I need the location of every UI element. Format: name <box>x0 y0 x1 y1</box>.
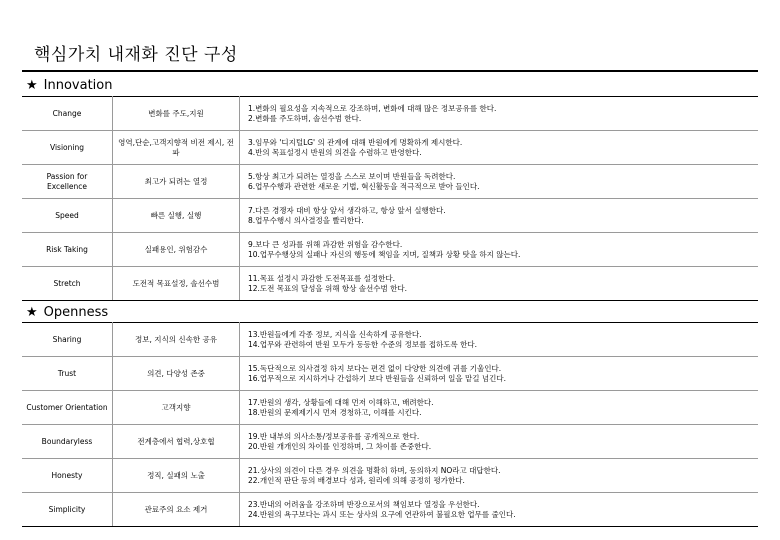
star-icon: ★ <box>26 305 38 320</box>
description-line: 9.보다 큰 성과를 위해 과감한 위험을 감수한다. <box>248 239 403 249</box>
behavior-cell: 정직, 실패의 노출 <box>113 459 240 493</box>
description-cell <box>240 459 759 493</box>
behavior-cell: 고객지향 <box>113 391 240 425</box>
title-divider <box>22 70 758 72</box>
section-heading-label: Openness <box>43 305 109 320</box>
description-line: 8.업무수행시 의사결정을 빨리한다. <box>248 215 364 225</box>
behavior-cell: 전계층에서 협력,상호협 <box>113 425 240 459</box>
description-cell <box>240 493 759 527</box>
openness-table <box>22 322 758 527</box>
table-row <box>22 323 758 357</box>
description-cell <box>240 391 759 425</box>
description-line: 22.개인적 판단 등의 배경보다 성과, 원리에 의해 공정히 평가한다. <box>248 475 465 485</box>
description-line: 3.임무와 '디지털LG' 의 관계에 대해 반원에게 명확하게 제시한다. <box>248 137 463 147</box>
table-row <box>22 131 758 165</box>
description-cell <box>240 199 759 233</box>
description-line: 21.상사의 의견이 다른 경우 의견을 명확히 하며, 동의하지 NO라고 대답한다. <box>248 465 501 475</box>
description-line: 20.반원 개개인의 차이를 인정하며, 그 차이를 존중한다. <box>248 441 432 451</box>
value-name-cell: Simplicity <box>22 493 113 527</box>
section-heading-openness <box>26 305 108 320</box>
table-row <box>22 391 758 425</box>
table-row <box>22 165 758 199</box>
table-row <box>22 493 758 527</box>
behavior-cell: 영역,단순,고객지향적 비전 제시, 전파 <box>113 131 240 165</box>
value-name-cell: Sharing <box>22 323 113 357</box>
innovation-table <box>22 96 758 301</box>
description-line: 19.반 내부의 의사소통/정보공유를 공개적으로 한다. <box>248 431 420 441</box>
behavior-cell: 최고가 되려는 열정 <box>113 165 240 199</box>
value-name-cell: Stretch <box>22 267 113 301</box>
description-line: 15.독단적으로 의사결정 하지 보다는 편견 없이 다양한 의견에 귀를 기울인다. <box>248 363 502 373</box>
value-name-cell: Honesty <box>22 459 113 493</box>
description-cell <box>240 233 759 267</box>
description-line: 2.변화를 주도하며, 솔선수범 한다. <box>248 113 362 123</box>
description-line: 10.업무수행상의 실패나 자신의 행동에 책임을 지며, 질책과 상황 탓을 하지 않는다. <box>248 249 521 259</box>
behavior-cell: 도전적 목표설정, 솔선수범 <box>113 267 240 301</box>
description-line: 4.반의 목표설정시 반원의 의견을 수렴하고 반영한다. <box>248 147 422 157</box>
description-line: 24.반원의 욕구보다는 과시 또는 상사의 요구에 연관하여 불필요한 업무를 줄인다. <box>248 509 516 519</box>
description-line: 14.업무와 관련하여 반원 모두가 동등한 수준의 정보를 접하도록 한다. <box>248 339 477 349</box>
description-line: 7.다른 경쟁자 대비 항상 앞서 생각하고, 항상 앞서 실행한다. <box>248 205 446 215</box>
value-name-cell: Visioning <box>22 131 113 165</box>
value-name-cell: Trust <box>22 357 113 391</box>
description-line: 1.변화의 필요성을 지속적으로 강조하며, 변화에 대해 많은 정보공유를 한다. <box>248 103 497 113</box>
description-line: 13.반원들에게 각종 정보, 지식을 신속하게 공유한다. <box>248 329 422 339</box>
description-line: 6.업무수행과 관련한 새로운 기법, 혁신활동을 적극적으로 받아 들인다. <box>248 181 480 191</box>
section-heading-innovation <box>26 78 112 93</box>
value-name-cell: Risk Taking <box>22 233 113 267</box>
description-line: 18.반원의 문제제기시 먼저 경청하고, 이해를 시킨다. <box>248 407 422 417</box>
table-row <box>22 357 758 391</box>
description-cell <box>240 323 759 357</box>
page-title: 핵심가치 내재화 진단 구성 <box>34 45 238 65</box>
description-cell <box>240 97 759 131</box>
description-cell <box>240 131 759 165</box>
behavior-cell: 실패용인, 위험감수 <box>113 233 240 267</box>
table-row <box>22 425 758 459</box>
value-name-cell: Change <box>22 97 113 131</box>
behavior-cell: 빠른 실행, 실행 <box>113 199 240 233</box>
description-cell <box>240 357 759 391</box>
table-row <box>22 459 758 493</box>
behavior-cell: 의견, 다양성 존중 <box>113 357 240 391</box>
value-name-cell: Speed <box>22 199 113 233</box>
value-name-cell: Customer Orientation <box>22 391 113 425</box>
description-line: 16.업무적으로 지시하거나 간섭하기 보다 반원들을 신뢰하여 일을 맡길 넘긴다. <box>248 373 506 383</box>
table-row <box>22 97 758 131</box>
description-line: 17.반원의 생각, 상황들에 대해 먼저 이해하고, 배려한다. <box>248 397 434 407</box>
section-heading-label: Innovation <box>43 78 113 93</box>
value-name-cell: Boundaryless <box>22 425 113 459</box>
behavior-cell: 관료주의 요소 제거 <box>113 493 240 527</box>
description-cell <box>240 425 759 459</box>
value-name-cell: Passion for Excellence <box>22 165 113 199</box>
description-line: 12.도전 목표의 달성을 위해 항상 솔선수범 한다. <box>248 283 408 293</box>
behavior-cell: 정보, 지식의 신속한 공유 <box>113 323 240 357</box>
table-row <box>22 233 758 267</box>
behavior-cell: 변화를 주도,지원 <box>113 97 240 131</box>
description-line: 23.반내의 어려움을 강조하며 반장으로서의 책임보다 열정을 우선한다. <box>248 499 480 509</box>
description-cell <box>240 267 759 301</box>
star-icon: ★ <box>26 78 38 93</box>
table-row <box>22 267 758 301</box>
description-line: 11.목표 설정시 과감한 도전목표를 설정한다. <box>248 273 396 283</box>
table-row <box>22 199 758 233</box>
description-line: 5.항상 최고가 되려는 열정을 스스로 보이며 반원들을 독려한다. <box>248 171 456 181</box>
description-cell <box>240 165 759 199</box>
